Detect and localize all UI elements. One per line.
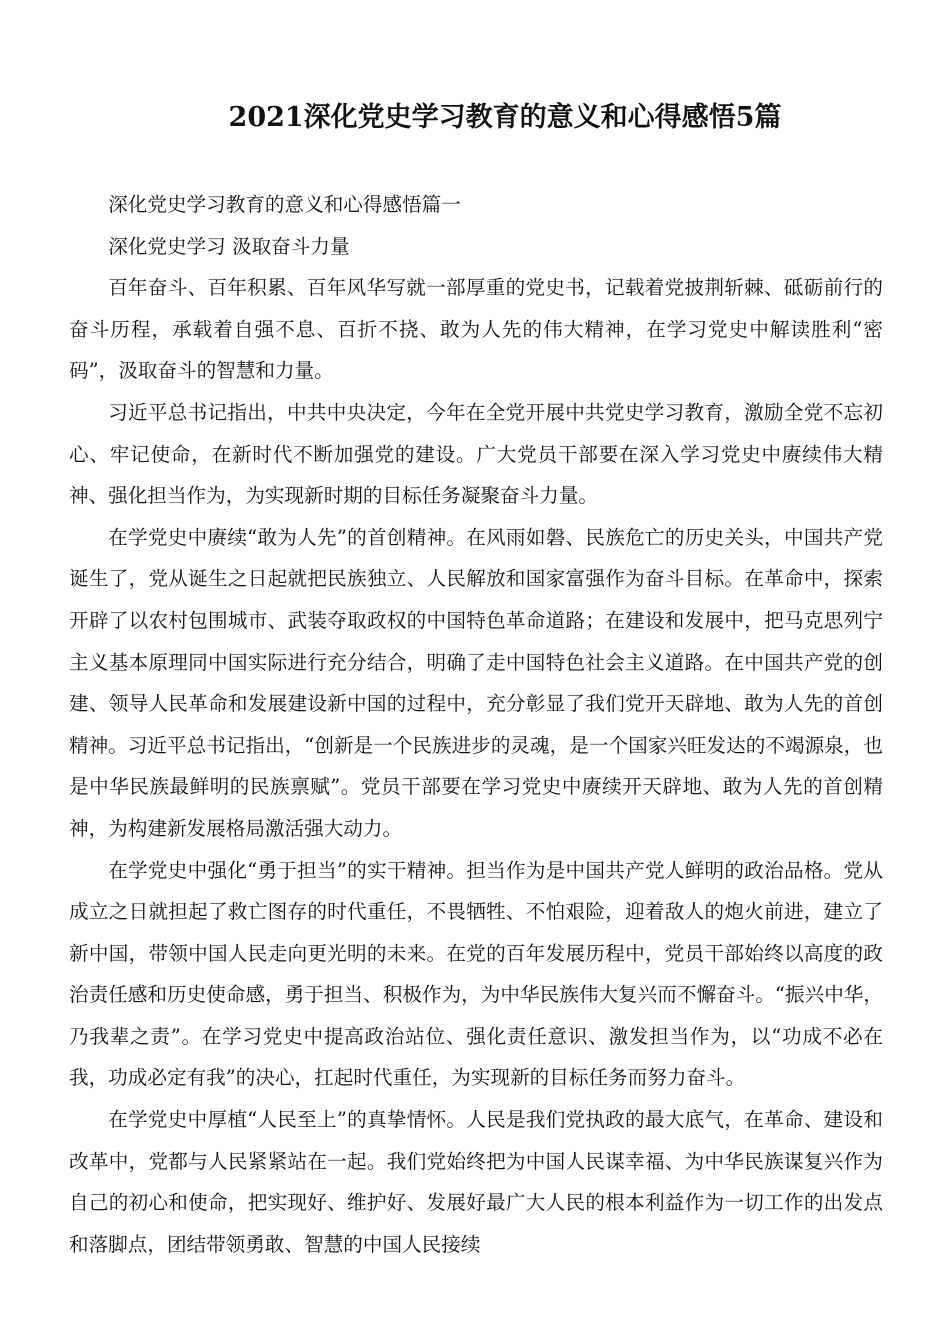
paragraph: 在学党史中赓续“敢为人先”的首创精神。在风雨如磐、民族危亡的历史关头，中国共产党诞生了，党从诞生之日起就把民族独立、人民解放和国家富强作为奋斗目标。在革命中，探索开辟了以农村包围城市、武装夺取政权的中国特色革命道路；在建设和发展中，把马克思列宁主义基本原理同中国实际进行充分结合，明确了走中国特色社会主义道路。在中国共产党的创建、领导人民革命和发展建设新中国的过程中，充分彰显了我们党开天辟地、敢为人先的首创精神。习近平总书记指出，“创新是一个民族进步的灵魂，是一个国家兴旺发达的不竭源泉，也是中华民族最鲜明的民族禀赋”。党员干部要在学习党史中赓续开天辟地、敢为人先的首创精神，为构建新发展格局激活强大动力。 xyxy=(69,525,883,840)
document-title: 2021深化党史学习教育的意义和心得感悟5篇 xyxy=(228,102,782,133)
subheading: 深化党史学习 汲取奋斗力量 xyxy=(108,234,350,258)
document-body xyxy=(69,184,883,1265)
paragraph: 习近平总书记指出，中共中央决定，今年在全党开展中共党史学习教育，激励全党不忘初心、牢记使命，在新时代不断加强党的建设。广大党员干部要在深入学习党史中赓续伟大精神、强化担当作为，为实现新时期的目标任务凝聚奋斗力量。 xyxy=(69,400,883,508)
paragraph: 百年奋斗、百年积累、百年风华写就一部厚重的党史书，记载着党披荆斩棘、砥砺前行的奋斗历程，承载着自强不息、百折不挠、敢为人先的伟大精神，在学习党史中解读胜利“密码”，汲取奋斗的智慧和力量。 xyxy=(69,276,883,383)
paragraph: 在学党史中厚植“人民至上”的真挚情怀。人民是我们党执政的最大底气，在革命、建设和改革中，党都与人民紧紧站在一起。我们党始终把为中国人民谋幸福、为中华民族谋复兴作为自己的初心和使命，把实现好、维护好、发展好最广大人民的根本利益作为一切工作的出发点和落脚点，团结带领勇敢、智慧的中国人民接续 xyxy=(69,1108,883,1256)
section-heading: 深化党史学习教育的意义和心得感悟篇一 xyxy=(108,193,461,216)
paragraph: 在学党史中强化“勇于担当”的实干精神。担当作为是中国共产党人鲜明的政治品格。党从成立之日就担起了救亡图存的时代重任，不畏牺牲、不怕艰险，迎着敌人的炮火前进，建立了新中国，带领中国人民走向更光明的未来。在党的百年发展历程中，党员干部始终以高度的政治责任感和历史使命感，勇于担当、积极作为，为中华民族伟大复兴而不懈奋斗。“振兴中华，乃我辈之责”。在学习党史中提高政治站位、强化责任意识、激发担当作为，以“功成不必在我，功成必定有我”的决心，扛起时代重任，为实现新的目标任务而努力奋斗。 xyxy=(69,858,883,1090)
